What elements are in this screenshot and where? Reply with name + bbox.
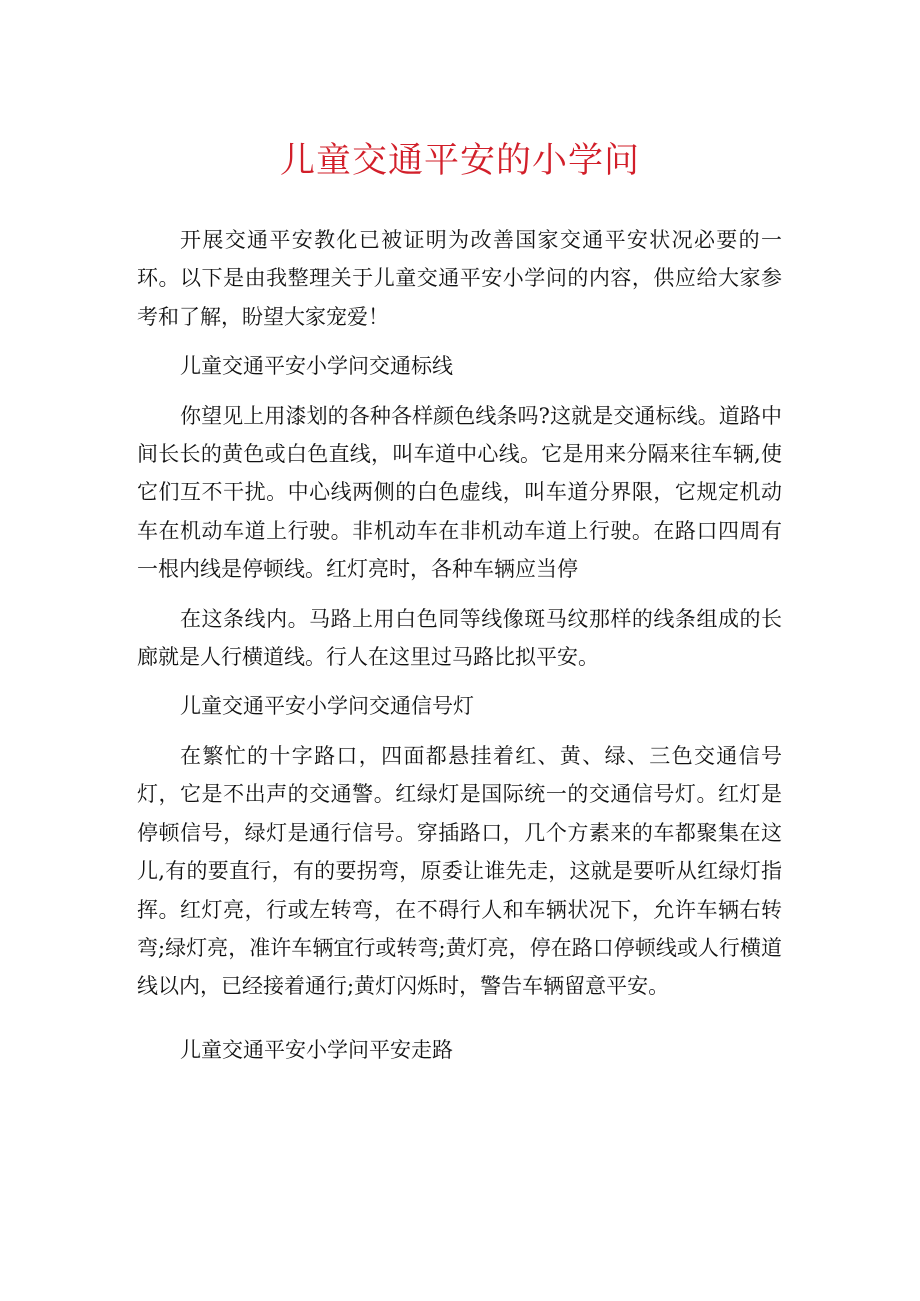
crosswalk-paragraph: 在这条线内。马路上用白色同等线像斑马纹那样的线条组成的长廊就是人行横道线。行人在这里过马路比拟平安。	[137, 606, 782, 670]
section-heading-safe-walking: 儿童交通平安小学问平安走路	[180, 1037, 453, 1062]
intro-paragraph: 开展交通平安教化已被证明为改善国家交通平安状况必要的一环。以下是由我整理关于儿童交通平安小学问的内容，供应给大家参考和了解，盼望大家宠爱！	[137, 228, 782, 329]
document-body	[137, 221, 782, 1069]
traffic-markings-paragraph: 你望见上用漆划的各种各样颜色线条吗?这就是交通标线。道路中间长长的黄色或白色直线，叫车道中心线。它是用来分隔来往车辆,使它们互不干扰。中心线两侧的白色虚线，叫车道分界限，它规定机动车在机动车道上行驶。非机动车在非机动车道上行驶。在路口四周有一根内线是停顿线。红灯亮时，各种车辆应当停	[137, 403, 782, 582]
traffic-signals-paragraph: 在繁忙的十字路口，四面都悬挂着红、黄、绿、三色交通信号灯，它是不出声的交通警。红绿灯是国际统一的交通信号灯。红灯是停顿信号，绿灯是通行信号。穿插路口，几个方素来的车都聚集在这儿,有的要直行，有的要拐弯，原委让谁先走，这就是要听从红绿灯指挥。红灯亮，行或左转弯，在不碍行人和车辆状况下，允许车辆右转弯;绿灯亮，准许车辆宜行或转弯;黄灯亮，停在路口停顿线或人行横道线以内，已经接着通行;黄灯闪烁时，警告车辆留意平安。	[137, 743, 782, 999]
section-heading-traffic-signals: 儿童交通平安小学问交通信号灯	[180, 694, 474, 719]
section-heading-traffic-markings: 儿童交通平安小学问交通标线	[180, 354, 453, 379]
document-title: 儿童交通平安的小学问	[279, 141, 640, 181]
